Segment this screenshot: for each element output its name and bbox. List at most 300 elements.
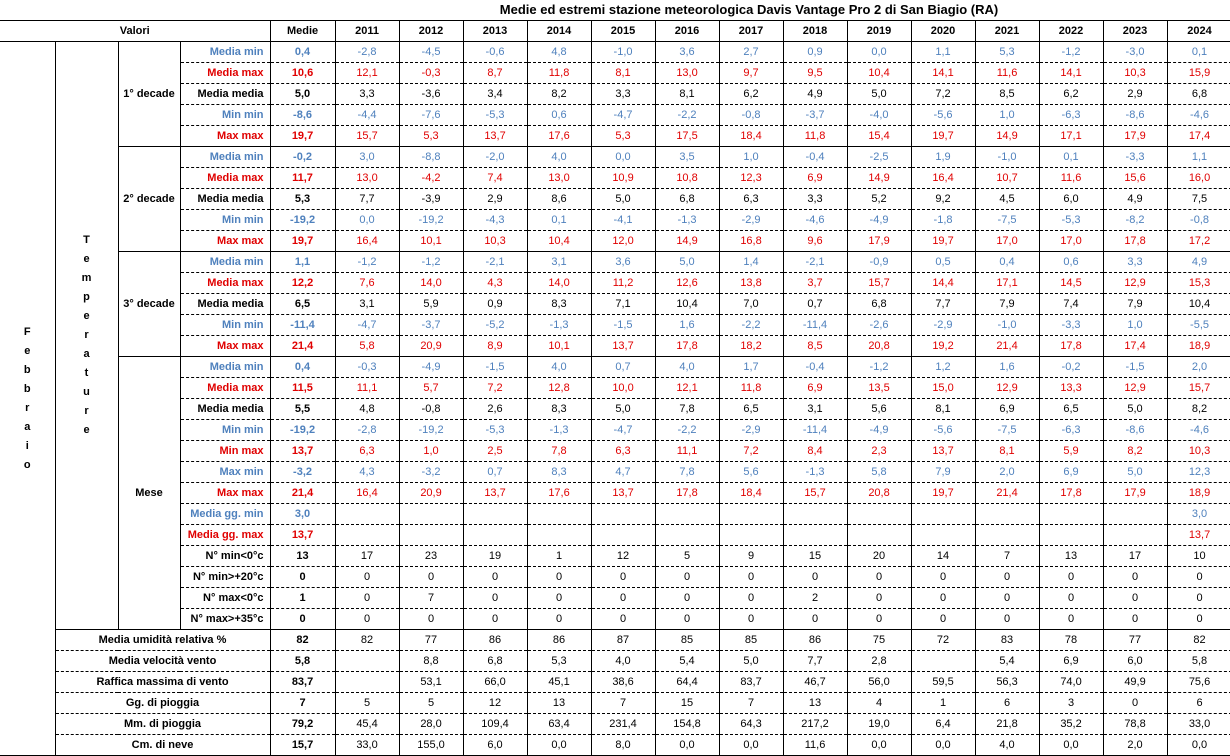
value-cell: 6,9 [783,168,847,189]
value-cell: 17,4 [1103,336,1167,357]
value-cell: 0 [335,588,399,609]
value-cell: -3,6 [399,84,463,105]
value-cell: 17,2 [1167,231,1230,252]
value-cell: -3,7 [399,315,463,336]
value-cell: 5 [655,546,719,567]
value-cell: 0 [655,588,719,609]
header-year: 2015 [591,21,655,42]
value-cell: 5,7 [399,378,463,399]
value-cell: 0 [1167,609,1230,630]
value-cell: 5,0 [1103,462,1167,483]
value-cell: 0 [655,609,719,630]
value-cell: 7,9 [975,294,1039,315]
value-cell: 63,4 [527,714,591,735]
medie-cell: 15,7 [270,735,335,756]
value-cell: 15,3 [1167,273,1230,294]
value-cell: 28,0 [399,714,463,735]
header-year: 2017 [719,21,783,42]
value-cell [335,504,399,525]
value-cell: -4,7 [591,105,655,126]
value-cell: 0,0 [335,210,399,231]
table-row [0,294,1230,315]
value-cell: 15,7 [1167,378,1230,399]
medie-cell: 5,0 [270,84,335,105]
value-cell: 6,3 [335,441,399,462]
value-cell: 3,4 [463,84,527,105]
value-cell: -1,5 [591,315,655,336]
value-cell: 64,4 [655,672,719,693]
value-cell: -6,3 [1039,105,1103,126]
value-cell: 8,7 [463,63,527,84]
value-cell: 1,0 [719,147,783,168]
value-cell: 0 [463,567,527,588]
value-cell: 5,8 [335,336,399,357]
value-cell: 77 [399,630,463,651]
value-cell: -1,5 [1103,357,1167,378]
value-cell: -4,4 [335,105,399,126]
month-label: F e b b r a i o [0,42,55,756]
value-cell: 7,0 [719,294,783,315]
value-cell: 0,0 [591,147,655,168]
value-cell: 3,1 [783,399,847,420]
row-label: Min min [180,210,270,231]
value-cell: 2,9 [463,189,527,210]
value-cell: -2,2 [655,105,719,126]
header-year: 2021 [975,21,1039,42]
value-cell: 10,0 [591,378,655,399]
value-cell: 16,8 [719,231,783,252]
value-cell [911,525,975,546]
value-cell: 13 [527,693,591,714]
medie-cell: 79,2 [270,714,335,735]
header-year: 2018 [783,21,847,42]
value-cell: -2,9 [719,210,783,231]
value-cell: 7,5 [1167,189,1230,210]
value-cell: 0 [655,567,719,588]
value-cell: 0 [591,609,655,630]
value-cell: 5,3 [975,42,1039,63]
value-cell: 7,9 [911,462,975,483]
value-cell: -3,0 [1103,42,1167,63]
value-cell: 1 [911,693,975,714]
value-cell: 17,1 [975,273,1039,294]
value-cell: 3,1 [335,294,399,315]
value-cell: 5,9 [1039,441,1103,462]
value-cell: 7,9 [1103,294,1167,315]
value-cell: 1,1 [911,42,975,63]
value-cell: 9,5 [783,63,847,84]
table-row [0,63,1230,84]
value-cell: 11,2 [591,273,655,294]
value-cell: 8,3 [527,462,591,483]
table-row [0,630,1230,651]
value-cell: 1,2 [911,357,975,378]
value-cell: 35,2 [1039,714,1103,735]
medie-cell: 0,4 [270,42,335,63]
row-label: Media media [180,294,270,315]
value-cell: 13,0 [335,168,399,189]
value-cell: -2,0 [463,147,527,168]
value-cell: 13,7 [463,483,527,504]
value-cell: 20,8 [847,336,911,357]
row-label: Max max [180,126,270,147]
value-cell: 15,9 [1167,63,1230,84]
value-cell: -2,9 [911,315,975,336]
table-row [0,609,1230,630]
value-cell: 15,0 [911,378,975,399]
value-cell: 13,7 [1167,525,1230,546]
value-cell: 0,7 [463,462,527,483]
value-cell: 20,9 [399,336,463,357]
table-title: Medie ed estremi stazione meteorologica Davis Vantage Pro 2 di San Biagio (RA) [499,2,999,17]
value-cell: 11,6 [975,63,1039,84]
value-cell: 7,8 [655,399,719,420]
weather-table [0,20,1230,756]
value-cell: 85 [655,630,719,651]
value-cell: 16,4 [335,231,399,252]
table-row [0,546,1230,567]
value-cell [335,672,399,693]
value-cell: 14,5 [1039,273,1103,294]
value-cell: 46,7 [783,672,847,693]
value-cell: -7,5 [975,420,1039,441]
value-cell: -4,2 [399,168,463,189]
value-cell: 0,0 [911,735,975,756]
value-cell: 6,0 [463,735,527,756]
value-cell: 8,1 [655,84,719,105]
table-row [0,189,1230,210]
value-cell: 17,4 [1167,126,1230,147]
value-cell: 0 [335,609,399,630]
value-cell: 17,6 [527,483,591,504]
value-cell: -3,3 [1103,147,1167,168]
value-cell [527,504,591,525]
header-valori: Valori [0,21,270,42]
value-cell: 4,0 [527,147,591,168]
value-cell: 0,5 [911,252,975,273]
value-cell [847,504,911,525]
value-cell: 0 [783,609,847,630]
value-cell: 0,4 [975,252,1039,273]
value-cell: 13,5 [847,378,911,399]
value-cell: 9,7 [719,63,783,84]
value-cell: 4,3 [335,462,399,483]
value-cell: 0 [399,609,463,630]
value-cell: 12 [591,546,655,567]
table-row [0,42,1230,63]
row-label: Max max [180,483,270,504]
value-cell: 0,1 [1039,147,1103,168]
table-row [0,462,1230,483]
table-row [0,378,1230,399]
value-cell: -4,0 [847,105,911,126]
value-cell: 21,4 [975,483,1039,504]
value-cell: 6,9 [1039,651,1103,672]
header-year: 2020 [911,21,975,42]
value-cell: 1,7 [719,357,783,378]
value-cell: -0,8 [399,399,463,420]
table-row [0,126,1230,147]
value-cell: 6,8 [1167,84,1230,105]
value-cell: 45,1 [527,672,591,693]
value-cell: 6,2 [719,84,783,105]
value-cell: -19,2 [399,210,463,231]
row-label: Media media [180,84,270,105]
value-cell: 0 [1103,567,1167,588]
value-cell: 9,6 [783,231,847,252]
value-cell: 2,0 [1103,735,1167,756]
value-cell: 17,5 [655,126,719,147]
value-cell: 5,0 [591,399,655,420]
value-cell: -1,0 [975,147,1039,168]
value-cell: 18,4 [719,126,783,147]
value-cell: -8,6 [1103,420,1167,441]
value-cell: -0,4 [783,357,847,378]
value-cell: 5,0 [719,651,783,672]
value-cell: -3,7 [783,105,847,126]
value-cell: 7,8 [527,441,591,462]
value-cell: 13,0 [527,168,591,189]
table-row [0,735,1230,756]
value-cell: -4,7 [335,315,399,336]
value-cell: 19,7 [911,231,975,252]
value-cell: 3 [1039,693,1103,714]
value-cell: 0 [335,567,399,588]
value-cell: -2,1 [463,252,527,273]
table-row [0,357,1230,378]
value-cell: 0 [399,567,463,588]
value-cell: -2,1 [783,252,847,273]
value-cell: 6,5 [1039,399,1103,420]
value-cell: 12,3 [1167,462,1230,483]
value-cell: -2,5 [847,147,911,168]
value-cell: 0,9 [783,42,847,63]
value-cell: 10,4 [527,231,591,252]
value-cell: 8,2 [527,84,591,105]
value-cell: 12,1 [335,63,399,84]
value-cell: 85 [719,630,783,651]
value-cell: -8,8 [399,147,463,168]
value-cell: 0 [847,588,911,609]
value-cell: 13,7 [591,336,655,357]
value-cell: -3,3 [1039,315,1103,336]
value-cell: 2,0 [975,462,1039,483]
value-cell: 21,8 [975,714,1039,735]
value-cell: 1 [527,546,591,567]
value-cell: -2,2 [655,420,719,441]
value-cell: 0 [1103,588,1167,609]
value-cell: 3,3 [1103,252,1167,273]
value-cell [975,504,1039,525]
value-cell: 11,1 [335,378,399,399]
value-cell: -4,1 [591,210,655,231]
medie-cell: 19,7 [270,231,335,252]
value-cell: 0 [911,567,975,588]
value-cell: 8,2 [1103,441,1167,462]
value-cell: 3,3 [335,84,399,105]
value-cell: -0,8 [1167,210,1230,231]
value-cell: -0,4 [783,147,847,168]
value-cell: -8,2 [1103,210,1167,231]
value-cell: -2,2 [719,315,783,336]
value-cell: 0,0 [655,735,719,756]
value-cell: -11,4 [783,420,847,441]
value-cell: -4,9 [847,210,911,231]
medie-cell: 7 [270,693,335,714]
value-cell: 5,8 [1167,651,1230,672]
value-cell: 11,6 [1039,168,1103,189]
value-cell: 10 [1167,546,1230,567]
value-cell: 6,3 [591,441,655,462]
value-cell: 5,0 [847,84,911,105]
value-cell: 0,7 [783,294,847,315]
value-cell: 0 [719,609,783,630]
table-row [0,231,1230,252]
value-cell: 17,9 [847,231,911,252]
value-cell: 11,1 [655,441,719,462]
value-cell: 14 [911,546,975,567]
value-cell: -1,2 [335,252,399,273]
value-cell: 6,8 [655,189,719,210]
row-label: Max max [180,336,270,357]
value-cell [1039,525,1103,546]
medie-cell: 5,5 [270,399,335,420]
value-cell: 14,4 [911,273,975,294]
value-cell: 15,7 [783,483,847,504]
value-cell: 82 [335,630,399,651]
value-cell: 12,1 [655,378,719,399]
table-row [0,420,1230,441]
value-cell: 0,9 [463,294,527,315]
value-cell: 5,0 [591,189,655,210]
value-cell: 11,8 [719,378,783,399]
value-cell: 3,3 [591,84,655,105]
medie-cell: -3,2 [270,462,335,483]
value-cell: 9 [719,546,783,567]
value-cell: 0,0 [527,735,591,756]
value-cell: -1,3 [783,462,847,483]
value-cell: 13 [783,693,847,714]
value-cell: 0 [591,588,655,609]
value-cell: 12,6 [655,273,719,294]
value-cell: -1,2 [1039,42,1103,63]
value-cell: 5,0 [655,252,719,273]
value-cell: 4,7 [591,462,655,483]
value-cell: 7,6 [335,273,399,294]
table-row [0,105,1230,126]
value-cell: -1,3 [527,315,591,336]
value-cell: 1,0 [1103,315,1167,336]
table-row [0,567,1230,588]
value-cell: 74,0 [1039,672,1103,693]
value-cell: 6,8 [463,651,527,672]
value-cell: -0,8 [719,105,783,126]
medie-cell: 13,7 [270,441,335,462]
table-row [0,504,1230,525]
header-year: 2011 [335,21,399,42]
value-cell: -5,3 [463,420,527,441]
medie-cell: 19,7 [270,126,335,147]
value-cell: 33,0 [335,735,399,756]
value-cell: -2,8 [335,42,399,63]
value-cell: 6,5 [719,399,783,420]
value-cell: 6,4 [911,714,975,735]
value-cell: 10,4 [847,63,911,84]
value-cell: 3,1 [527,252,591,273]
value-cell: 0 [975,609,1039,630]
medie-cell: 5,3 [270,189,335,210]
header-year: 2016 [655,21,719,42]
value-cell: 17,8 [1039,336,1103,357]
value-cell: 17,0 [975,231,1039,252]
value-cell: 7 [591,693,655,714]
value-cell: 8,4 [783,441,847,462]
value-cell: 23 [399,546,463,567]
value-cell: 10,9 [591,168,655,189]
medie-cell: 21,4 [270,483,335,504]
table-row [0,483,1230,504]
value-cell: 87 [591,630,655,651]
value-cell: -5,2 [463,315,527,336]
value-cell: 0 [527,609,591,630]
value-cell: 59,5 [911,672,975,693]
header-year: 2019 [847,21,911,42]
value-cell: 4,0 [591,651,655,672]
row-label: Cm. di neve [55,735,270,756]
row-label: N° max>+35°c [180,609,270,630]
value-cell: 13,7 [463,126,527,147]
value-cell: 5,6 [847,399,911,420]
value-cell: 53,1 [399,672,463,693]
value-cell: 78 [1039,630,1103,651]
row-label: Max min [180,462,270,483]
medie-cell: 5,8 [270,651,335,672]
table-row [0,399,1230,420]
row-label: Min min [180,420,270,441]
value-cell [655,525,719,546]
row-label: Min max [180,441,270,462]
value-cell: 4,8 [527,42,591,63]
value-cell: 75,6 [1167,672,1230,693]
value-cell: 10,3 [1103,63,1167,84]
value-cell: 78,8 [1103,714,1167,735]
value-cell: 15,7 [847,273,911,294]
value-cell: 4,0 [655,357,719,378]
medie-cell: -0,2 [270,147,335,168]
value-cell: -1,0 [975,315,1039,336]
value-cell: -1,5 [463,357,527,378]
value-cell: 12,3 [719,168,783,189]
value-cell: 2,5 [463,441,527,462]
value-cell: -4,6 [1167,420,1230,441]
value-cell: 17 [335,546,399,567]
value-cell: 5,2 [847,189,911,210]
value-cell: 11,8 [783,126,847,147]
value-cell: 1,1 [1167,147,1230,168]
section-label: T e m p e r a t u r e [55,42,118,630]
value-cell: 10,7 [975,168,1039,189]
value-cell: 0,0 [719,735,783,756]
value-cell: 12 [463,693,527,714]
value-cell: -5,6 [911,420,975,441]
value-cell: 66,0 [463,672,527,693]
value-cell: 0 [1039,567,1103,588]
value-cell: 6,9 [783,378,847,399]
value-cell: 231,4 [591,714,655,735]
value-cell: 8,1 [911,399,975,420]
value-cell: 3,0 [335,147,399,168]
value-cell: 0 [463,588,527,609]
